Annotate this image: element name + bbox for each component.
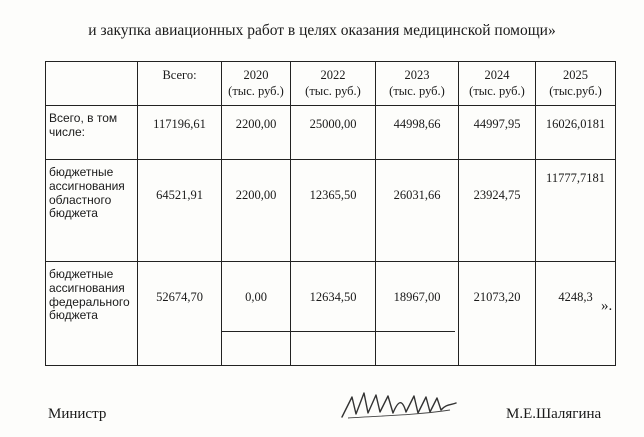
header-cell: [46, 62, 138, 106]
header-line: 2020 (тыс. руб.): [228, 68, 284, 98]
budget-table: [45, 61, 616, 366]
header-cell: [222, 62, 291, 106]
table-cell: 0,00: [222, 262, 291, 366]
table-cell: 16026,0181: [536, 106, 616, 160]
table-cell: 12634,50: [291, 262, 376, 366]
header-line: 2024 (тыс. руб.): [469, 68, 525, 98]
table-cell: 44998,66: [376, 106, 459, 160]
header-cell: Всего:: [138, 62, 222, 106]
row-label: бюджетные ассигнования областного бюджета: [46, 160, 138, 262]
table-row: [46, 160, 616, 262]
header-line: 2023 (тыс. руб.): [389, 68, 445, 98]
separator-line: [221, 331, 455, 332]
heading-text: и закупка авиационных работ в целях оказания медицинской помощи»: [88, 22, 556, 39]
table-cell: 4248,3: [536, 262, 616, 366]
table-cell: 2200,00: [222, 160, 291, 262]
header-line: 2022 (тыс. руб.): [305, 68, 361, 98]
closing-quote: ».: [601, 298, 613, 314]
handwritten-signature: [338, 384, 460, 424]
table-cell: 52674,70: [138, 262, 222, 366]
table-cell: 23924,75: [459, 160, 536, 262]
header-cell: [459, 62, 536, 106]
signer-name: М.Е.Шалягина: [506, 406, 602, 422]
table-cell: 11777,7181: [536, 160, 616, 262]
row-label: Всего, в том числе:: [46, 106, 138, 160]
signer-title: Министр: [48, 406, 107, 422]
header-cell: [291, 62, 376, 106]
header-cell: [536, 62, 616, 106]
table-cell: 18967,00: [376, 262, 459, 366]
table-header-row: [46, 62, 616, 106]
table-cell: 64521,91: [138, 160, 222, 262]
table-cell: 117196,61: [138, 106, 222, 160]
header-line: 2025 (тыс.руб.): [549, 68, 602, 98]
table-cell: 44997,95: [459, 106, 536, 160]
table-row: [46, 262, 616, 366]
row-label: бюджетные ассигнования федерального бюджета: [46, 262, 138, 366]
table-row: [46, 106, 616, 160]
table-cell: 2200,00: [222, 106, 291, 160]
table-cell: 26031,66: [376, 160, 459, 262]
header-cell: [376, 62, 459, 106]
table-cell: 25000,00: [291, 106, 376, 160]
table-cell: 12365,50: [291, 160, 376, 262]
table-cell: 21073,20: [459, 262, 536, 366]
